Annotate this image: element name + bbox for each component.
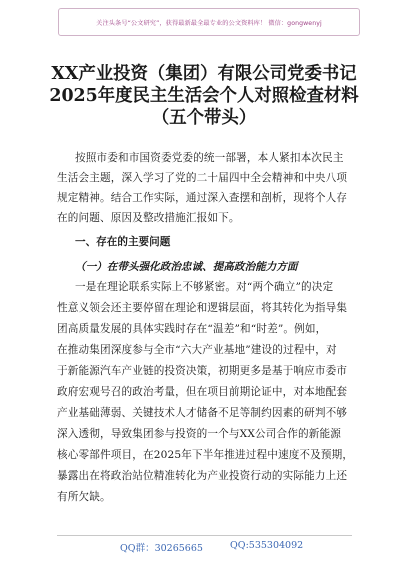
title-line-3: （五个带头） — [151, 108, 257, 128]
title-line-2: 2025年度民主生活会个人对照检查材料 — [49, 86, 359, 106]
body-line-1: 一是在理论联系实际上不够紧密。对“两个确立”的决定 — [75, 281, 334, 293]
title-line-1: XX产业投资（集团）有限公司党委书记 — [51, 64, 357, 84]
body-line-5: 于新能源汽车产业链的投资决策，初期更多是基于响应市委市 — [57, 365, 348, 377]
body-line-10: 暴露出在将政治站位精准转化为产业投资行动的实际能力上还 — [57, 470, 348, 482]
body-line-3: 团高质量发展的具体实践时存在“温差”和“时差”。例如， — [57, 323, 327, 335]
intro-line-2: 生活会主题，深入学习了党的二十届四中全会精神和中央八项 — [57, 172, 348, 184]
intro-line-4: 在的问题、原因及整改措施汇报如下。 — [57, 212, 240, 224]
subsection-heading: （一）在带头强化政治忠诚、提高政治能力方面 — [75, 261, 298, 273]
intro-line-3: 规定精神。结合工作实际，通过深入查摆和剖析，现将个人存 — [57, 192, 348, 204]
body-line-7: 产业基础薄弱、关键技术人才储备不足等制约因素的研判不够 — [57, 407, 348, 419]
promo-banner — [58, 8, 360, 36]
footer-qq-group: QQ群：30265665 — [120, 543, 203, 554]
body-line-6: 政府宏观号召的政治考量，但在项目前期论证中，对本地配套 — [57, 386, 348, 398]
footer-divider — [57, 535, 352, 536]
promo-banner-text: 关注头条号“公文研究”，获得最新最全最专业的公文资料库！ 微信：gongwenyj — [96, 19, 322, 27]
body-line-4: 在推动集团深度参与全市“六大产业基地”建设的过程中，对 — [57, 344, 337, 356]
body-line-9: 核心零部件项目，在2025年下半年推进过程中速度不及预期， — [57, 449, 354, 461]
footer-qq-number: QQ:535304092 — [230, 540, 304, 551]
body-line-2: 性意义领会还主要停留在理论和逻辑层面，将其转化为指导集 — [57, 302, 348, 314]
intro-line-1: 按照市委和市国资委党委的统一部署，本人紧扣本次民主 — [75, 152, 344, 164]
body-line-11: 有所欠缺。 — [57, 491, 111, 503]
body-line-8: 深入透彻，导致集团参与投资的一个与XX公司合作的新能源 — [57, 428, 341, 440]
section-heading: 一、存在的主要问题 — [75, 236, 171, 248]
